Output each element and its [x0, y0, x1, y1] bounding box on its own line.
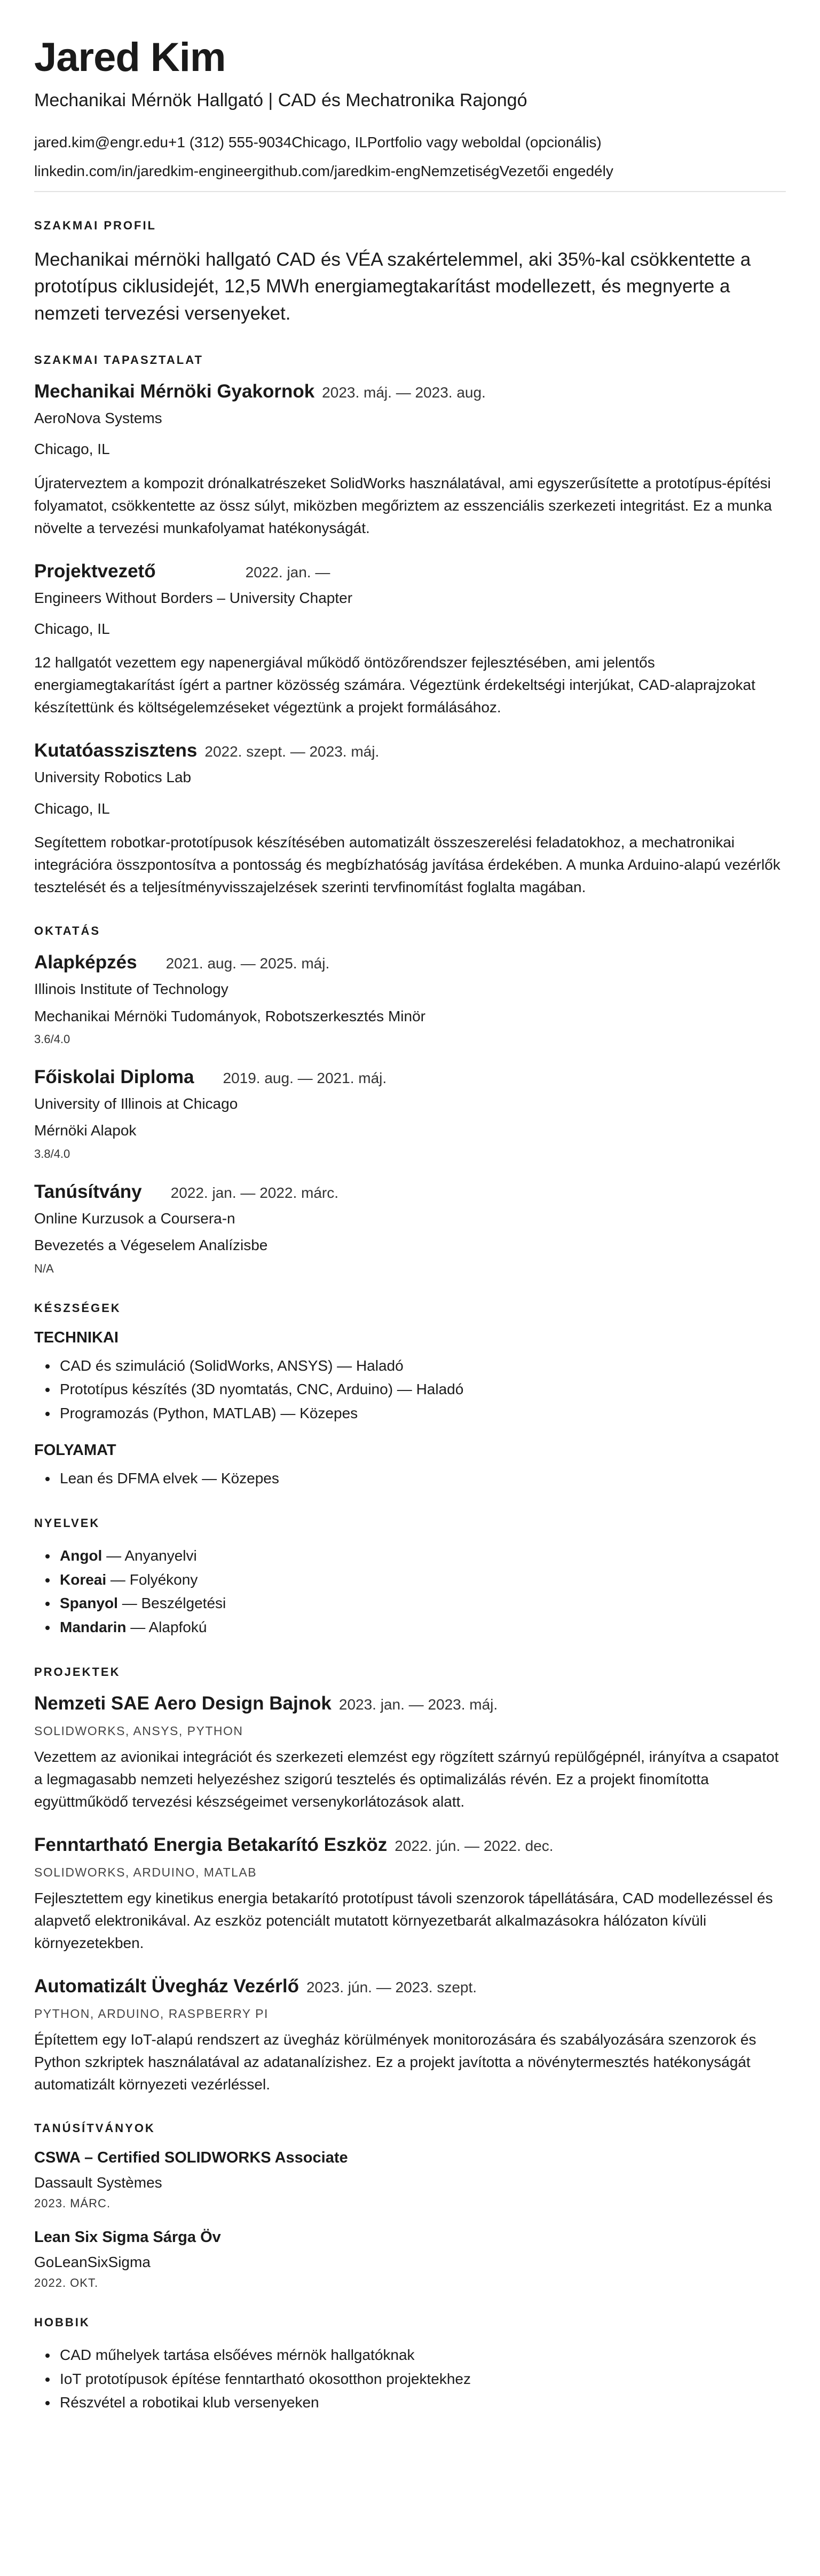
education-school: Illinois Institute of Technology: [34, 981, 228, 998]
experience-role: Projektvezető: [34, 560, 156, 582]
experience-entry: [34, 561, 786, 719]
language-name: Angol: [60, 1547, 102, 1564]
experience-date: 2023. máj. — 2023. aug.: [322, 384, 486, 401]
skill-item: • CAD és szimuláció (SolidWorks, ANSYS) — Haladó: [58, 1354, 786, 1378]
experience-company: University Robotics Lab: [34, 769, 192, 786]
project-date: 2023. jan. — 2023. máj.: [338, 1696, 498, 1713]
hobby-item: • Részvétel a robotikai klub versenyeken: [58, 2391, 786, 2415]
hobby-item: • IoT prototípusok építése fenntartható okosotthon projektekhez: [58, 2367, 786, 2391]
skill-group-title: FOLYAMAT: [34, 1441, 116, 1459]
education-entry-head: [34, 1067, 786, 1088]
experience-role: Mechanikai Mérnöki Gyakornok: [34, 380, 315, 402]
experience-company: AeroNova Systems: [34, 409, 162, 426]
education-date: 2022. jan. — 2022. márc.: [170, 1184, 339, 1201]
resume-header: [34, 37, 786, 192]
project-date: 2023. jún. — 2023. szept.: [306, 1978, 477, 1995]
project-name: Automatizált Üvegház Vezérlő: [34, 1975, 299, 1997]
skill-list: [34, 1467, 786, 1491]
project-tech: SOLIDWORKS, ARDUINO, MATLAB: [34, 1865, 257, 1879]
project-name: Nemzeti SAE Aero Design Bajnok: [34, 1692, 332, 1714]
section-title-experience: SZAKMAI TAPASZTALAT: [34, 353, 203, 367]
experience-description: Újraterveztem a kompozit drónalkatrészeket SolidWorks használatával, ami egyszerűsítette a prototípus-építési folyamatot, csökkentette az össz súlyt, miközben megőriztem az esszenciális szerkezeti integritást. Ez a munka növelte a tervezési munkafolyamat hatékonyságát.: [34, 474, 772, 536]
experience-entry-head: [34, 740, 786, 761]
certification-entry: [34, 2229, 786, 2290]
certification-name: CSWA – Certified SOLIDWORKS Associate: [34, 2149, 348, 2166]
section-title-certifications: TANÚSÍTVÁNYOK: [34, 2121, 155, 2135]
experience-description: Segítettem robotkar-prototípusok készítésében automatizált összeszerelési feladatokhoz, a mechatronikai integrációra összpontosítva a pontosság és megbízhatóság javítása érdekében. A munka Arduino-alapú vezérlők tesztelését és a teljesítményvisszajelzések szerinti tervfinomítást foglalta magában.: [34, 834, 780, 896]
education-entry-head: [34, 1181, 786, 1203]
experience-date: 2022. jan. —: [245, 563, 330, 581]
hobbies-section: [34, 2316, 786, 2415]
education-field: Bevezetés a Végeselem Analízisbe: [34, 1237, 268, 1254]
experience-entry: [34, 381, 786, 539]
profile-summary: Mechanikai mérnöki hallgató CAD és VÉA szakértelemmel, aki 35%-kal csökkentette a prototípus ciklusidejét, 12,5 MWh energiamegtakarítást modellezett, és megnyerte a nemzeti tervezési versenyeket.: [34, 249, 751, 324]
education-field: Mechanikai Mérnöki Tudományok, Robotszerkesztés Minör: [34, 1007, 425, 1024]
language-list: [34, 1544, 786, 1640]
section-title-education: OKTATÁS: [34, 924, 101, 938]
education-entry: [34, 1181, 786, 1276]
project-date: 2022. jún. — 2022. dec.: [395, 1837, 554, 1854]
project-entry-head: [34, 1834, 786, 1856]
education-entry: [34, 952, 786, 1046]
language-level: — Anyanyelvi: [102, 1547, 197, 1564]
certification-name: Lean Six Sigma Sárga Öv: [34, 2228, 221, 2246]
certifications-section: [34, 2121, 786, 2290]
certification-date: 2023. MÁRC.: [34, 2196, 111, 2210]
section-title-hobbies: HOBBIK: [34, 2315, 90, 2329]
education-field: Mérnöki Alapok: [34, 1122, 137, 1139]
section-title-languages: NYELVEK: [34, 1516, 100, 1530]
education-date: 2019. aug. — 2021. máj.: [223, 1069, 387, 1086]
candidate-name: Jared Kim: [34, 35, 226, 80]
education-gpa: N/A: [34, 1261, 54, 1275]
skill-item: • Prototípus készítés (3D nyomtatás, CNC, Arduino) — Haladó: [58, 1378, 786, 1402]
education-entry-head: [34, 952, 786, 973]
hobby-list: [34, 2343, 786, 2415]
skill-group-title: TECHNIKAI: [34, 1329, 119, 1346]
section-title-skills: KÉSZSÉGEK: [34, 1301, 121, 1315]
language-item: [58, 1616, 786, 1640]
section-title-profile: SZAKMAI PROFIL: [34, 218, 156, 232]
project-description: Vezettem az avionikai integrációt és szerkezeti elemzést egy rögzített szárnyú repülőgépnél, irányítva a csapatot a legmagasabb nemzeti helyezéshez szigorú tesztelés és optimalizálás révén. Ez a projekt finomította együttműködő tervezési készségeimet versenykorlátozások alatt.: [34, 1748, 779, 1810]
language-item: [58, 1568, 786, 1592]
education-gpa: 3.8/4.0: [34, 1147, 70, 1160]
experience-entry-head: [34, 381, 786, 402]
project-entry-head: [34, 1693, 786, 1714]
education-gpa: 3.6/4.0: [34, 1032, 70, 1046]
contact-row-primary: [34, 133, 786, 152]
contact-citizenship: Nemzetiség: [420, 163, 500, 180]
contact-license: Vezetői engedély: [499, 163, 613, 180]
profile-section: [34, 219, 786, 328]
experience-location: Chicago, IL: [34, 621, 110, 637]
language-name: Mandarin: [60, 1619, 127, 1636]
certification-entry: [34, 2149, 786, 2211]
education-section: [34, 924, 786, 1275]
project-name: Fenntartható Energia Betakarító Eszköz: [34, 1834, 388, 1855]
education-degree: Alapképzés: [34, 952, 137, 973]
language-name: Koreai: [60, 1571, 107, 1588]
contact-email[interactable]: jared.kim@engr.edu: [34, 133, 169, 150]
language-item: [58, 1544, 786, 1568]
contact-phone[interactable]: +1 (312) 555-9034: [168, 133, 292, 150]
project-entry: [34, 1693, 786, 1813]
section-title-projects: PROJEKTEK: [34, 1665, 121, 1679]
hobby-item: • CAD műhelyek tartása elsőéves mérnök hallgatóknak: [58, 2343, 786, 2367]
skill-item: • Lean és DFMA elvek — Közepes: [58, 1467, 786, 1491]
skill-list: [34, 1354, 786, 1426]
education-entry: [34, 1067, 786, 1161]
experience-description: 12 hallgatót vezettem egy napenergiával működő öntözőrendszer fejlesztésében, ami jelentős energiamegtakarítást ígért a partner közösség számára. Végeztünk érdekeltségi interjúkat, CAD-alaprajzokat készítettünk és költségelemzéseket végeztünk a projekt formálásához.: [34, 654, 755, 716]
certification-issuer: Dassault Systèmes: [34, 2174, 162, 2191]
certification-date: 2022. OKT.: [34, 2276, 99, 2289]
language-level: — Alapfokú: [126, 1619, 207, 1636]
skills-section: [34, 1301, 786, 1491]
experience-role: Kutatóasszisztens: [34, 740, 198, 761]
language-name: Spanyol: [60, 1595, 118, 1612]
experience-location: Chicago, IL: [34, 441, 110, 458]
project-entry-head: [34, 1976, 786, 1997]
contact-row-secondary: [34, 162, 786, 181]
experience-entry: [34, 740, 786, 899]
language-level: — Beszélgetési: [117, 1595, 226, 1612]
contact-portfolio[interactable]: Portfolio vagy weboldal (opcionális): [367, 133, 602, 150]
project-tech: SOLIDWORKS, ANSYS, PYTHON: [34, 1723, 243, 1738]
education-date: 2021. aug. — 2025. máj.: [165, 955, 330, 972]
experience-date: 2022. szept. — 2023. máj.: [204, 743, 380, 760]
education-school: Online Kurzusok a Coursera-n: [34, 1210, 235, 1227]
contact-location: Chicago, IL: [291, 133, 367, 150]
project-description: Fejlesztettem egy kinetikus energia betakarító prototípust távoli szenzorok tápellátására, CAD modellezéssel és alapvető elektronikával. Az eszköz potenciált mutatott környezetbarát alkalmazásokra hálózaton kívüli környezetekben.: [34, 1889, 773, 1951]
skill-item: • Programozás (Python, MATLAB) — Közepes: [58, 1402, 786, 1426]
certification-issuer: GoLeanSixSigma: [34, 2253, 151, 2270]
header-divider: [34, 191, 786, 192]
contact-linkedin[interactable]: linkedin.com/in/jaredkim-engineer: [34, 163, 257, 180]
experience-company: Engineers Without Borders – University Chapter: [34, 589, 353, 606]
languages-section: [34, 1516, 786, 1640]
education-degree: Tanúsítvány: [34, 1181, 142, 1202]
project-description: Építettem egy IoT-alapú rendszert az üvegház körülmények monitorozására és szabályozására szenzorok és Python szkriptek használatával az adatanalízishez. Ez a projekt javította a növénytermesztés hatékonyságát automatizált környezeti vezérléssel.: [34, 2031, 756, 2093]
experience-location: Chicago, IL: [34, 800, 110, 817]
project-tech: PYTHON, ARDUINO, RASPBERRY PI: [34, 2006, 269, 2021]
project-entry: [34, 1976, 786, 2096]
candidate-headline: Mechanikai Mérnök Hallgató | CAD és Mechatronika Rajongó: [34, 90, 527, 110]
education-school: University of Illinois at Chicago: [34, 1095, 238, 1112]
language-level: — Folyékony: [106, 1571, 198, 1588]
education-degree: Főiskolai Diploma: [34, 1066, 194, 1087]
experience-section: [34, 353, 786, 899]
experience-entry-head: [34, 561, 786, 582]
project-entry: [34, 1834, 786, 1954]
contact-github[interactable]: github.com/jaredkim-eng: [257, 163, 421, 180]
projects-section: [34, 1665, 786, 2096]
language-item: [58, 1592, 786, 1616]
